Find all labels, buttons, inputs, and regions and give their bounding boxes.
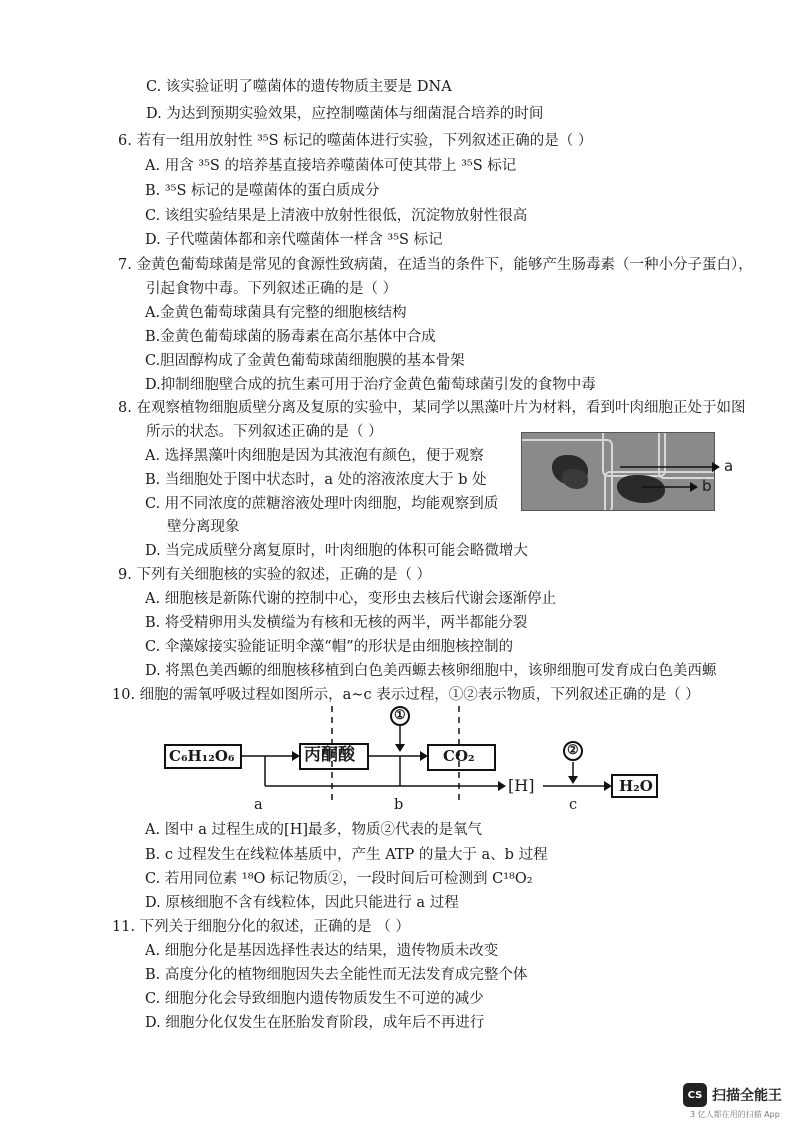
label-a: a [724,457,734,475]
q6-option-a: A. 用含 ³⁵S 的培养基直接培养噬菌体可使其带上 ³⁵S 标记 [145,158,517,174]
q8-option-c-cont: 壁分离现象 [167,519,240,535]
q9-stem: 9. 下列有关细胞核的实验的叙述，正确的是（ ） [118,567,432,583]
water-label: H₂O [619,777,653,795]
q8-option-c: C. 用不同浓度的蔗糖溶液处理叶肉细胞，均能观察到质 [145,496,499,512]
pyruvate-label: 丙酮酸 [304,745,355,765]
q6-option-b: B. ³⁵S 标记的是噬菌体的蛋白质成分 [145,183,380,199]
q11-option-d: D. 细胞分化仅发生在胚胎发育阶段，成年后不再进行 [145,1015,485,1031]
q10-option-c: C. 若用同位素 ¹⁸O 标记物质②，一段时间后可检测到 C¹⁸O₂ [145,871,533,887]
q5-option-c: C. 该实验证明了噬菌体的遗传物质主要是 DNA [146,79,452,95]
q10-stem: 10. 细胞的需氧呼吸过程如图所示，a~c 表示过程，①②表示物质，下列叙述正确的是（ ） [112,687,700,703]
q11-option-c: C. 细胞分化会导致细胞内遗传物质发生不可逆的减少 [145,991,484,1007]
glucose-label: C₆H₁₂O₆ [169,747,235,765]
h-label: [H] [508,776,535,795]
q11-option-b: B. 高度分化的植物细胞因失去全能性而无法发育成完整个体 [145,967,528,983]
q11-stem: 11. 下列关于细胞分化的叙述，正确的是 （ ） [112,919,410,935]
q5-option-d: D. 为达到预期实验效果，应控制噬菌体与细菌混合培养的时间 [146,106,544,122]
q6-option-d: D. 子代噬菌体都和亲代噬菌体一样含 ³⁵S 标记 [145,232,443,248]
q8-option-d: D. 当完成质壁分离复原时，叶肉细胞的体积可能会略微增大 [145,543,528,559]
scanner-logo-icon: CS [683,1083,707,1107]
q8-option-b: B. 当细胞处于图中状态时，a 处的溶液浓度大于 b 处 [145,472,487,488]
q7-stem-cont: 引起食物中毒。下列叙述正确的是（ ） [146,281,398,297]
process-a-label: a [254,797,263,813]
q7-stem: 7. 金黄色葡萄球菌是常见的食源性致病菌，在适当的条件下，能够产生肠毒素（一种小分子蛋白）， [118,257,753,273]
q10-option-a: A. 图中 a 过程生成的[H]最多，物质②代表的是氧气 [145,822,483,838]
scanner-app-name: 扫描全能王 [712,1088,782,1104]
co2-label: CO₂ [443,747,475,765]
q9-option-d: D. 将黑色美西螈的细胞核移植到白色美西螈去核卵细胞中，该卵细胞可发育成白色美西螈 [145,663,717,679]
process-b-label: b [394,797,404,813]
q10-option-b: B. c 过程发生在线粒体基质中，产生 ATP 的量大于 a、b 过程 [145,847,548,863]
q6-stem: 6. 若有一组用放射性 ³⁵S 标记的噬菌体进行实验，下列叙述正确的是（ ） [118,133,593,149]
q7-option-c: C.胆固醇构成了金黄色葡萄球菌细胞膜的基本骨架 [145,353,465,369]
q7-option-d: D.抑制细胞壁合成的抗生素可用于治疗金黄色葡萄球菌引发的食物中毒 [145,377,596,393]
scanner-tagline: 3 亿人都在用的扫描 App [690,1110,780,1119]
q9-option-a: A. 细胞核是新陈代谢的控制中心，变形虫去核后代谢会逐渐停止 [145,591,557,607]
q8-option-a: A. 选择黑藻叶肉细胞是因为其液泡有颜色，便于观察 [145,448,484,464]
q11-option-a: A. 细胞分化是基因选择性表达的结果，遗传物质未改变 [145,943,499,959]
q8-stem-cont: 所示的状态。下列叙述正确的是（ ） [146,424,383,440]
q7-option-b: B.金黄色葡萄球菌的肠毒素在高尔基体中合成 [145,329,436,345]
q8-stem: 8. 在观察植物细胞质壁分离及复原的实验中，某同学以黑藻叶片为材料，看到叶肉细胞正处于如图 [118,400,746,416]
substance-2-label: ② [567,743,579,758]
substance-1-label: ① [394,708,406,723]
q6-option-c: C. 该组实验结果是上清液中放射性很低，沉淀物放射性很高 [145,208,528,224]
q7-option-a: A.金黄色葡萄球菌具有完整的细胞核结构 [145,305,407,321]
process-c-label: c [569,797,578,813]
label-b: b [702,477,712,495]
q9-option-c: C. 伞藻嫁接实验能证明伞藻“帽”的形状是由细胞核控制的 [145,639,514,655]
q10-option-d: D. 原核细胞不含有线粒体，因此只能进行 a 过程 [145,895,459,911]
q9-option-b: B. 将受精卵用头发横缢为有核和无核的两半，两半都能分裂 [145,615,528,631]
